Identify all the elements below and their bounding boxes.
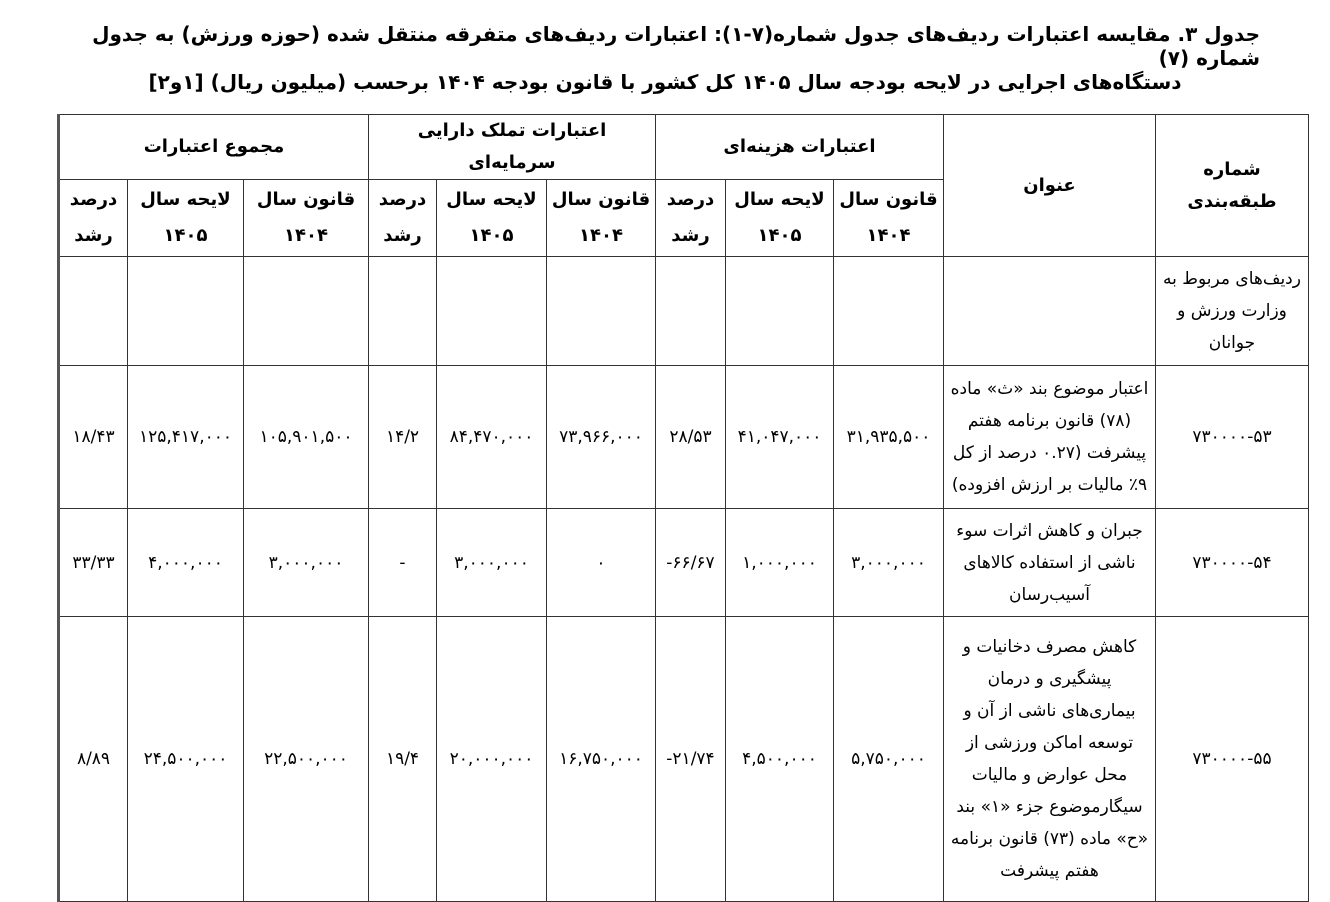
header-capital-bill: لایحه سال ۱۴۰۵ xyxy=(437,180,547,257)
cell-total-bill: ۱۲۵,۴۱۷,۰۰۰ xyxy=(128,366,244,509)
cell-total-growth: ۱۸/۴۳ xyxy=(59,366,128,509)
table-caption-line-2: دستگاه‌های اجرایی در لایحه بودجه سال ۱۴۰۵ کل کشور با قانون بودجه ۱۴۰۴ برحسب (میلیون ریال) [۱و۲] xyxy=(148,70,1182,94)
header-current-growth: درصد رشد xyxy=(656,180,726,257)
cell-capital-bill: ۸۴,۴۷۰,۰۰۰ xyxy=(437,366,547,509)
header-classification: شماره طبقه‌بندی xyxy=(1156,115,1309,257)
cell-capital-growth: ۱۴/۲ xyxy=(369,366,437,509)
budget-comparison-table xyxy=(57,114,1309,902)
cell-total-bill xyxy=(128,257,244,366)
cell-current-law xyxy=(834,257,944,366)
cell-capital-law: ۷۳,۹۶۶,۰۰۰ xyxy=(547,366,656,509)
cell-current-growth: -۲۱/۷۴ xyxy=(656,617,726,902)
cell-total-growth xyxy=(59,257,128,366)
cell-capital-growth: - xyxy=(369,509,437,617)
cell-current-bill: ۱,۰۰۰,۰۰۰ xyxy=(726,509,834,617)
header-row-groups xyxy=(59,115,1309,180)
cell-total-law xyxy=(244,257,369,366)
cell-total-growth: ۸/۸۹ xyxy=(59,617,128,902)
cell-capital-bill: ۳,۰۰۰,۰۰۰ xyxy=(437,509,547,617)
cell-current-growth: ۲۸/۵۳ xyxy=(656,366,726,509)
header-group-total: مجموع اعتبارات xyxy=(59,115,369,180)
cell-current-bill: ۴۱,۰۴۷,۰۰۰ xyxy=(726,366,834,509)
cell-current-growth: -۶۶/۶۷ xyxy=(656,509,726,617)
header-group-capital: اعتبارات تملک دارایی سرمایه‌ای xyxy=(369,115,656,180)
cell-classification: ۷۳۰۰۰۰-۵۴ xyxy=(1156,509,1309,617)
table-row xyxy=(59,257,1309,366)
table-row xyxy=(59,509,1309,617)
cell-current-law: ۳,۰۰۰,۰۰۰ xyxy=(834,509,944,617)
cell-total-bill: ۴,۰۰۰,۰۰۰ xyxy=(128,509,244,617)
header-current-law: قانون سال ۱۴۰۴ xyxy=(834,180,944,257)
header-total-bill: لایحه سال ۱۴۰۵ xyxy=(128,180,244,257)
cell-capital-law: ۱۶,۷۵۰,۰۰۰ xyxy=(547,617,656,902)
cell-current-growth xyxy=(656,257,726,366)
cell-classification: ردیف‌های مربوط به وزارت ورزش و جوانان xyxy=(1156,257,1309,366)
header-title: عنوان xyxy=(944,115,1156,257)
cell-title xyxy=(944,257,1156,366)
header-current-bill: لایحه سال ۱۴۰۵ xyxy=(726,180,834,257)
cell-total-law: ۳,۰۰۰,۰۰۰ xyxy=(244,509,369,617)
cell-total-law: ۲۲,۵۰۰,۰۰۰ xyxy=(244,617,369,902)
cell-title: جبران و کاهش اثرات سوء ناشی از استفاده کالاهای آسیب‌رسان xyxy=(944,509,1156,617)
cell-capital-bill: ۲۰,۰۰۰,۰۰۰ xyxy=(437,617,547,902)
cell-current-bill xyxy=(726,257,834,366)
header-total-growth: درصد رشد xyxy=(59,180,128,257)
header-total-law: قانون سال ۱۴۰۴ xyxy=(244,180,369,257)
cell-current-law: ۵,۷۵۰,۰۰۰ xyxy=(834,617,944,902)
cell-classification: ۷۳۰۰۰۰-۵۳ xyxy=(1156,366,1309,509)
cell-classification: ۷۳۰۰۰۰-۵۵ xyxy=(1156,617,1309,902)
header-group-current: اعتبارات هزینه‌ای xyxy=(656,115,944,180)
cell-capital-law: ۰ xyxy=(547,509,656,617)
cell-current-bill: ۴,۵۰۰,۰۰۰ xyxy=(726,617,834,902)
table-caption-line-1: جدول ۳. مقایسه اعتبارات ردیف‌های جدول شماره(۷-۱): اعتبارات ردیف‌های متفرقه منتقل شده (حوزه ورزش) به جدول شماره (۷) xyxy=(92,22,1260,70)
cell-capital-bill xyxy=(437,257,547,366)
cell-title: اعتبار موضوع بند «ث» ماده (۷۸) قانون برنامه هفتم پیشرفت (۰.۲۷ درصد از کل ۹٪ مالیات بر ارزش افزوده) xyxy=(944,366,1156,509)
cell-total-growth: ۳۳/۳۳ xyxy=(59,509,128,617)
cell-capital-law xyxy=(547,257,656,366)
cell-capital-growth xyxy=(369,257,437,366)
cell-current-law: ۳۱,۹۳۵,۵۰۰ xyxy=(834,366,944,509)
table-row xyxy=(59,617,1309,902)
table-row xyxy=(59,366,1309,509)
cell-total-law: ۱۰۵,۹۰۱,۵۰۰ xyxy=(244,366,369,509)
cell-total-bill: ۲۴,۵۰۰,۰۰۰ xyxy=(128,617,244,902)
header-capital-law: قانون سال ۱۴۰۴ xyxy=(547,180,656,257)
cell-title: کاهش مصرف دخانیات و پیشگیری و درمان بیماری‌های ناشی از آن و توسعه اماکن ورزشی از محل عوارض و مالیات سیگارموضوع جزء «۱» بند «ح» ماده (۷۳) قانون برنامه هفتم پیشرفت xyxy=(944,617,1156,902)
header-capital-growth: درصد رشد xyxy=(369,180,437,257)
cell-capital-growth: ۱۹/۴ xyxy=(369,617,437,902)
